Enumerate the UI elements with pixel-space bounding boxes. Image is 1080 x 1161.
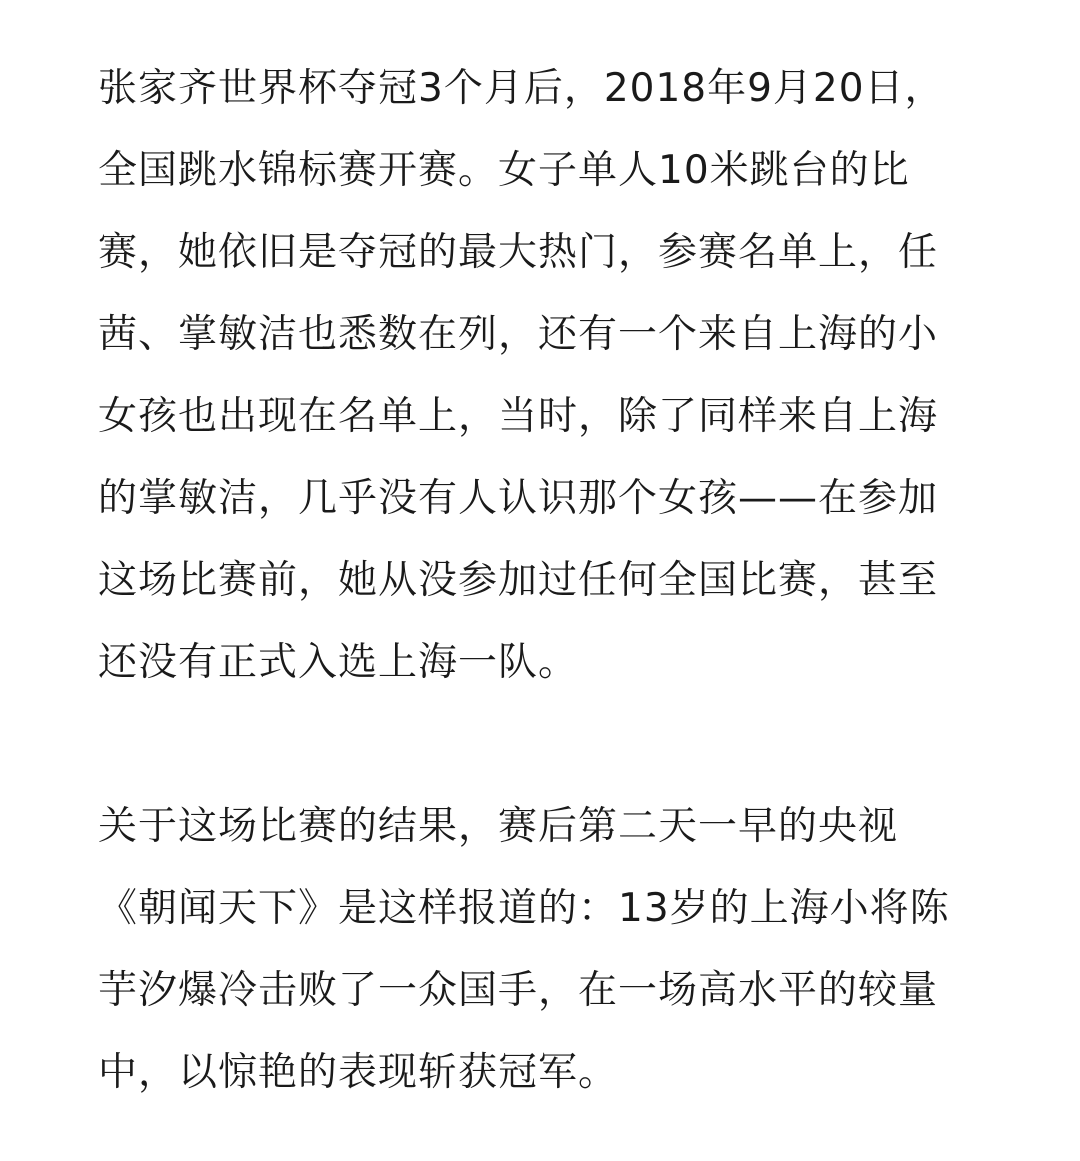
text-line: 这场比赛前，她从没参加过任何全国比赛，甚至 <box>98 558 939 603</box>
text-line: 的掌敏洁，几乎没有人认识那个女孩——在参加 <box>98 476 939 521</box>
paragraph-2 <box>98 786 988 1114</box>
text-line: 《朝闻天下》是这样报道的：13岁的上海小将陈 <box>98 886 950 931</box>
text-line: 女孩也出现在名单上，当时，除了同样来自上海 <box>98 394 939 439</box>
text-line: 全国跳水锦标赛开赛。女子单人10米跳台的比 <box>98 148 910 193</box>
article-body <box>98 48 988 1114</box>
text-line: 芋汐爆冷击败了一众国手，在一场高水平的较量 <box>98 968 939 1013</box>
text-line: 中，以惊艳的表现斩获冠军。 <box>98 1050 619 1095</box>
paragraph-spacer <box>98 704 988 786</box>
text-line: 赛，她依旧是夺冠的最大热门，参赛名单上，任 <box>98 230 939 275</box>
paragraph-1 <box>98 48 988 704</box>
text-line: 关于这场比赛的结果，赛后第二天一早的央视 <box>98 804 899 849</box>
text-line: 茜、掌敏洁也悉数在列，还有一个来自上海的小 <box>98 312 939 357</box>
text-line: 张家齐世界杯夺冠3个月后，2018年9月20日， <box>98 66 945 111</box>
text-line: 还没有正式入选上海一队。 <box>98 640 579 685</box>
